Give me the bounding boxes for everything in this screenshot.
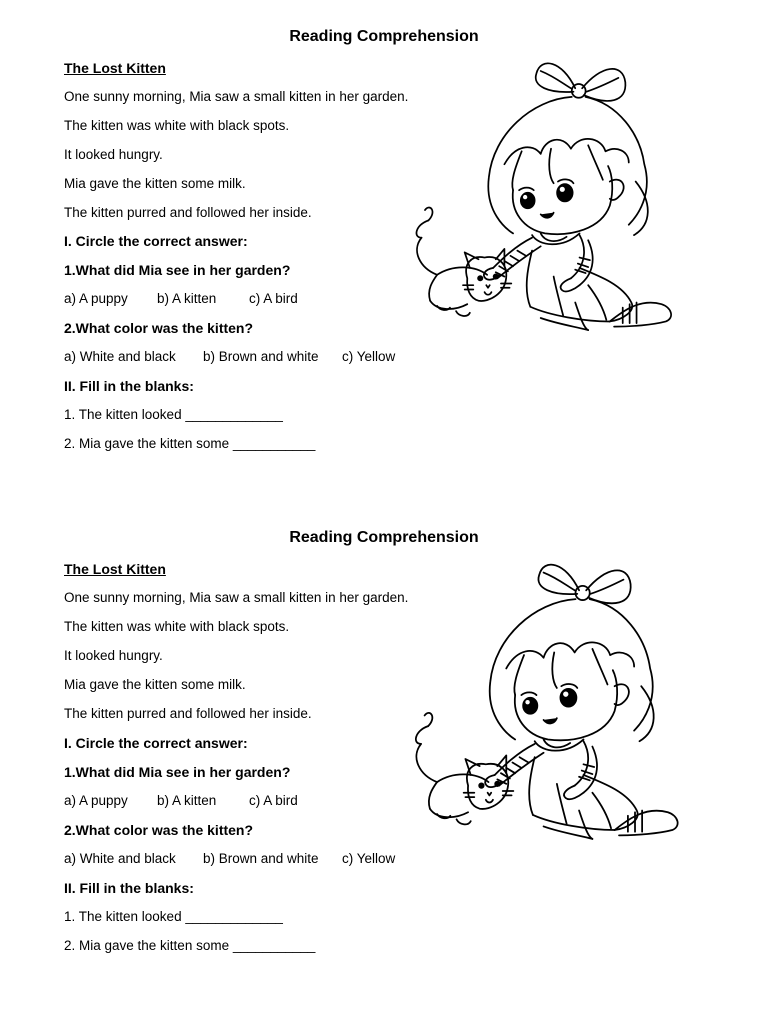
answer-option[interactable]: b) Brown and white bbox=[203, 349, 319, 364]
story-line: The kitten purred and followed her inside. bbox=[64, 205, 312, 220]
story-line: The kitten was white with black spots. bbox=[64, 118, 290, 133]
story-line: Mia gave the kitten some milk. bbox=[64, 176, 246, 191]
story-line: One sunny morning, Mia saw a small kitten in her garden. bbox=[64, 89, 409, 104]
answer-option[interactable]: a) White and black bbox=[64, 851, 176, 866]
section-heading-fill: II. Fill in the blanks: bbox=[64, 880, 194, 896]
question-2: 2.What color was the kitten? bbox=[64, 320, 254, 336]
section-heading-fill: II. Fill in the blanks: bbox=[64, 378, 194, 394]
story-title: The Lost Kitten bbox=[64, 561, 166, 577]
answer-option[interactable]: b) A kitten bbox=[157, 793, 217, 808]
story-line: The kitten was white with black spots. bbox=[64, 619, 290, 634]
question-1-options bbox=[64, 291, 298, 306]
answer-option[interactable]: a) A puppy bbox=[64, 291, 128, 306]
worksheet-1 bbox=[0, 0, 768, 500]
story-title: The Lost Kitten bbox=[64, 60, 166, 76]
answer-option[interactable]: c) Yellow bbox=[342, 851, 396, 866]
answer-option[interactable]: a) White and black bbox=[64, 349, 176, 364]
story-line: It looked hungry. bbox=[64, 147, 163, 162]
story-line: One sunny morning, Mia saw a small kitten in her garden. bbox=[64, 590, 409, 605]
page-title: Reading Comprehension bbox=[289, 529, 479, 546]
question-1: 1.What did Mia see in her garden? bbox=[64, 764, 291, 780]
girl-feeding-kitten-illustration bbox=[378, 553, 718, 846]
fill-blank-1[interactable]: 1. The kitten looked _____________ bbox=[64, 407, 283, 422]
answer-option[interactable]: b) A kitten bbox=[157, 291, 217, 306]
girl-feeding-kitten-illustration bbox=[380, 52, 710, 337]
story-line: It looked hungry. bbox=[64, 648, 163, 663]
fill-blank-1[interactable]: 1. The kitten looked _____________ bbox=[64, 909, 283, 924]
page-title: Reading Comprehension bbox=[289, 28, 479, 45]
question-1: 1.What did Mia see in her garden? bbox=[64, 262, 291, 278]
question-2-options bbox=[64, 349, 395, 364]
fill-blank-2[interactable]: 2. Mia gave the kitten some ___________ bbox=[64, 436, 316, 451]
answer-option[interactable]: c) A bird bbox=[249, 291, 298, 306]
answer-option[interactable]: a) A puppy bbox=[64, 793, 128, 808]
section-heading-circle: I. Circle the correct answer: bbox=[64, 233, 248, 249]
answer-option[interactable]: c) A bird bbox=[249, 793, 298, 808]
question-1-options bbox=[64, 793, 298, 808]
answer-option[interactable]: c) Yellow bbox=[342, 349, 396, 364]
story-line: Mia gave the kitten some milk. bbox=[64, 677, 246, 692]
worksheet-2 bbox=[0, 501, 768, 1001]
story-line: The kitten purred and followed her inside. bbox=[64, 706, 312, 721]
section-heading-circle: I. Circle the correct answer: bbox=[64, 735, 248, 751]
question-2-options bbox=[64, 851, 395, 866]
question-2: 2.What color was the kitten? bbox=[64, 822, 254, 838]
answer-option[interactable]: b) Brown and white bbox=[203, 851, 319, 866]
fill-blank-2[interactable]: 2. Mia gave the kitten some ___________ bbox=[64, 938, 316, 953]
